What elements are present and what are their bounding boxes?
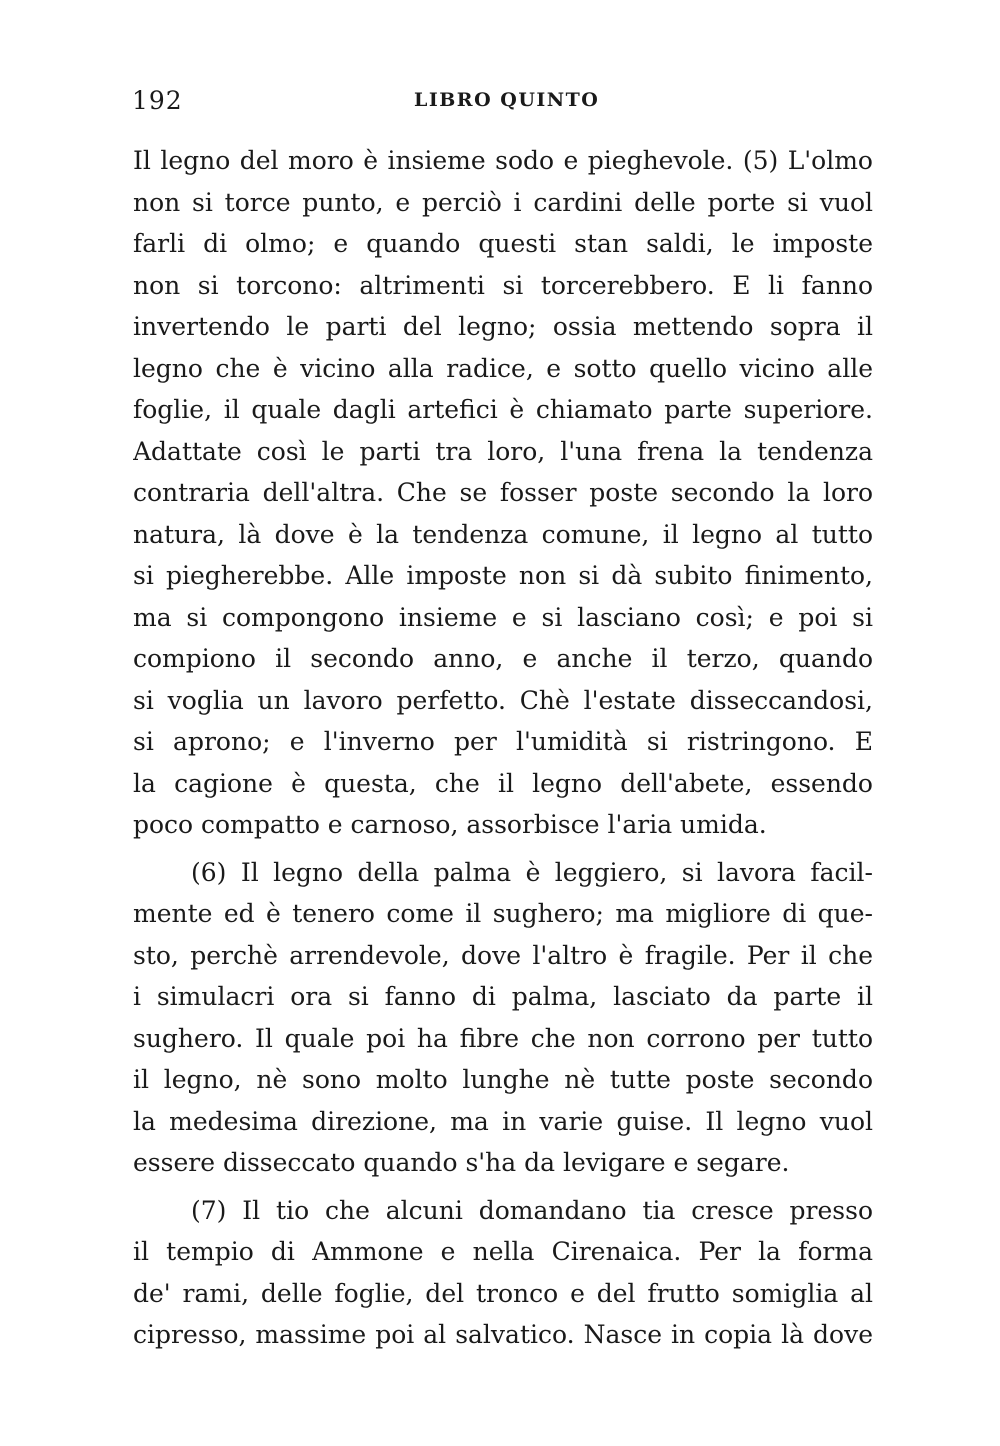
- text-line: compiono il secondo anno, e anche il terzo, quando: [133, 644, 873, 673]
- text-line: si piegherebbe. Alle imposte non si dà subito finimento,: [133, 561, 873, 590]
- text-line: Il legno del moro è insieme sodo e pieghevole. (5) L'olmo: [133, 146, 873, 175]
- text-line: i simulacri ora si fanno di palma, lasciato da parte il: [133, 982, 873, 1011]
- text-line: il legno, nè sono molto lunghe nè tutte poste secondo: [133, 1065, 873, 1094]
- text-line: si voglia un lavoro perfetto. Chè l'estate disseccandosi,: [133, 685, 873, 715]
- paragraph-1: [133, 140, 873, 846]
- text-line: Adattate così le parti tra loro, l'una frena la tendenza: [133, 436, 873, 466]
- text-line: (7) Il tio che alcuni domandano tia cresce presso: [191, 1195, 873, 1225]
- paragraph-2: [133, 852, 873, 1184]
- text-line: cipresso, massime poi al salvatico. Nasce in copia là dove: [133, 1320, 873, 1349]
- text-line: contraria dell'altra. Che se fosser poste secondo la loro: [133, 478, 873, 507]
- text-line: essere disseccato quando s'ha da levigare e segare.: [133, 1148, 790, 1177]
- running-head: [132, 86, 872, 120]
- text-line: poco compatto e carnoso, assorbisce l'aria umida.: [133, 810, 767, 839]
- text-line: si aprono; e l'inverno per l'umidità si ristringono. E: [133, 727, 873, 756]
- book-title: LIBRO QUINTO: [414, 89, 600, 111]
- text-line: legno che è vicino alla radice, e sotto quello vicino alle: [133, 353, 873, 383]
- text-line: farli di olmo; e quando questi stan saldi, le imposte: [133, 229, 873, 258]
- text-line: foglie, il quale dagli artefici è chiamato parte superiore.: [133, 395, 873, 424]
- text-line: mente ed è tenero come il sughero; ma migliore di que-: [133, 899, 873, 928]
- text-line: ma si compongono insieme e si lasciano così; e poi si: [133, 602, 873, 632]
- text-line: (6) Il legno della palma è leggiero, si lavora facil-: [191, 857, 873, 887]
- text-line: il tempio di Ammone e nella Cirenaica. Per la forma: [133, 1237, 873, 1266]
- text-line: sto, perchè arrendevole, dove l'altro è fragile. Per il che: [133, 940, 873, 970]
- page-number: 192: [132, 86, 183, 115]
- text-line: non si torce punto, e perciò i cardini delle porte si vuol: [133, 187, 873, 217]
- text-line: invertendo le parti del legno; ossia mettendo sopra il: [133, 312, 873, 341]
- text-line: sughero. Il quale poi ha fibre che non corrono per tutto: [133, 1023, 873, 1053]
- text-line: de' rami, delle foglie, del tronco e del frutto somiglia al: [133, 1278, 873, 1308]
- text-line: la medesima direzione, ma in varie guise. Il legno vuol: [133, 1106, 873, 1136]
- text-line: la cagione è questa, che il legno dell'abete, essendo: [133, 768, 873, 798]
- text-line: non si torcono: altrimenti si torcerebbero. E li fanno: [133, 270, 873, 300]
- paragraph-3: [133, 1190, 873, 1356]
- text-line: natura, là dove è la tendenza comune, il legno al tutto: [133, 519, 873, 549]
- body-text: [133, 140, 873, 1356]
